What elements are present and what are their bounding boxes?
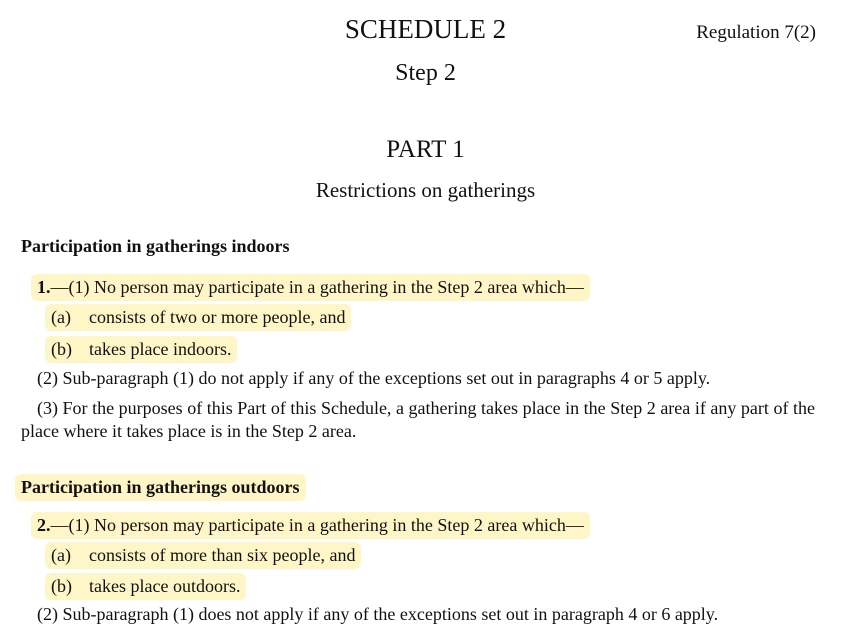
list-item-label: (a) bbox=[51, 545, 71, 565]
list-item-text: takes place indoors. bbox=[89, 339, 232, 359]
section-heading-indoors: Participation in gatherings indoors bbox=[21, 236, 290, 256]
step-title: Step 2 bbox=[395, 60, 456, 86]
paragraph-1-sub-1 bbox=[31, 274, 590, 301]
list-item bbox=[45, 336, 237, 363]
list-item-label: (a) bbox=[51, 307, 71, 327]
list-item-text: consists of more than six people, and bbox=[89, 545, 356, 565]
paragraph-1-sub-3: (3) For the purposes of this Part of this Schedule, a gathering takes place in the Step 2 area if any part of the place where it takes place is in the Step 2 area. bbox=[21, 398, 815, 441]
list-item-text: takes place outdoors. bbox=[89, 576, 241, 596]
list-item bbox=[45, 304, 351, 331]
paragraph-number: 2. bbox=[37, 515, 51, 535]
list-item-label: (b) bbox=[51, 576, 72, 596]
paragraph-2-sub-1 bbox=[31, 512, 590, 539]
paragraph-2-sub-2: (2) Sub-paragraph (1) does not apply if any of the exceptions set out in paragraph 4 or 6 apply. bbox=[37, 604, 719, 624]
part-subtitle: Restrictions on gatherings bbox=[315, 178, 536, 202]
list-item-label: (b) bbox=[51, 339, 72, 359]
paragraph-text: —(1) No person may participate in a gathering in the Step 2 area which— bbox=[50, 515, 584, 535]
section-heading-outdoors: Participation in gatherings outdoors bbox=[15, 474, 306, 501]
part-title: PART 1 bbox=[386, 136, 465, 163]
paragraph-text: —(1) No person may participate in a gathering in the Step 2 area which— bbox=[50, 277, 584, 297]
list-item bbox=[45, 573, 246, 600]
paragraph-number: 1. bbox=[37, 277, 51, 297]
list-item bbox=[45, 542, 361, 569]
paragraph-1-sub-2: (2) Sub-paragraph (1) do not apply if any of the exceptions set out in paragraphs 4 or 5 apply. bbox=[37, 368, 711, 388]
list-item-text: consists of two or more people, and bbox=[89, 307, 346, 327]
schedule-title: SCHEDULE 2 bbox=[344, 14, 507, 44]
regulation-reference: Regulation 7(2) bbox=[696, 22, 816, 43]
